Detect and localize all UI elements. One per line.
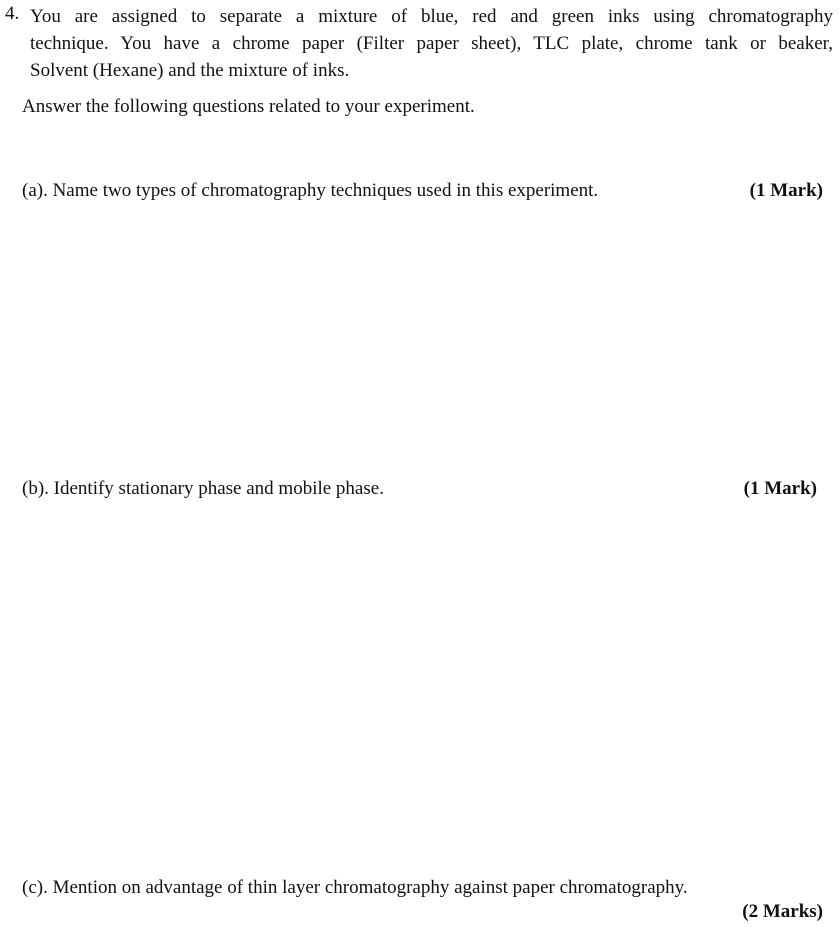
question-number: 4. <box>5 3 20 24</box>
question-line: You are assigned to separate a mixture of blue, red and green inks using chromatography <box>30 6 833 27</box>
part-a-text: (a). Name two types of chromatography techniques used in this experiment. <box>22 180 599 201</box>
part-b-marks: (1 Mark) <box>743 478 817 499</box>
part-b-text: (b). Identify stationary phase and mobile phase. <box>22 478 384 499</box>
question-line: technique. You have a chrome paper (Filter paper sheet), TLC plate, chrome tank or beaker, <box>30 33 833 54</box>
question-stem <box>30 3 833 84</box>
instruction: Answer the following questions related to your experiment. <box>22 96 475 117</box>
question-line: Solvent (Hexane) and the mixture of inks. <box>30 60 350 81</box>
part-a-marks: (1 Mark) <box>749 180 823 201</box>
part-c-text: (c). Mention on advantage of thin layer chromatography against paper chromatography. <box>22 877 688 898</box>
part-c-marks: (2 Marks) <box>742 901 823 922</box>
